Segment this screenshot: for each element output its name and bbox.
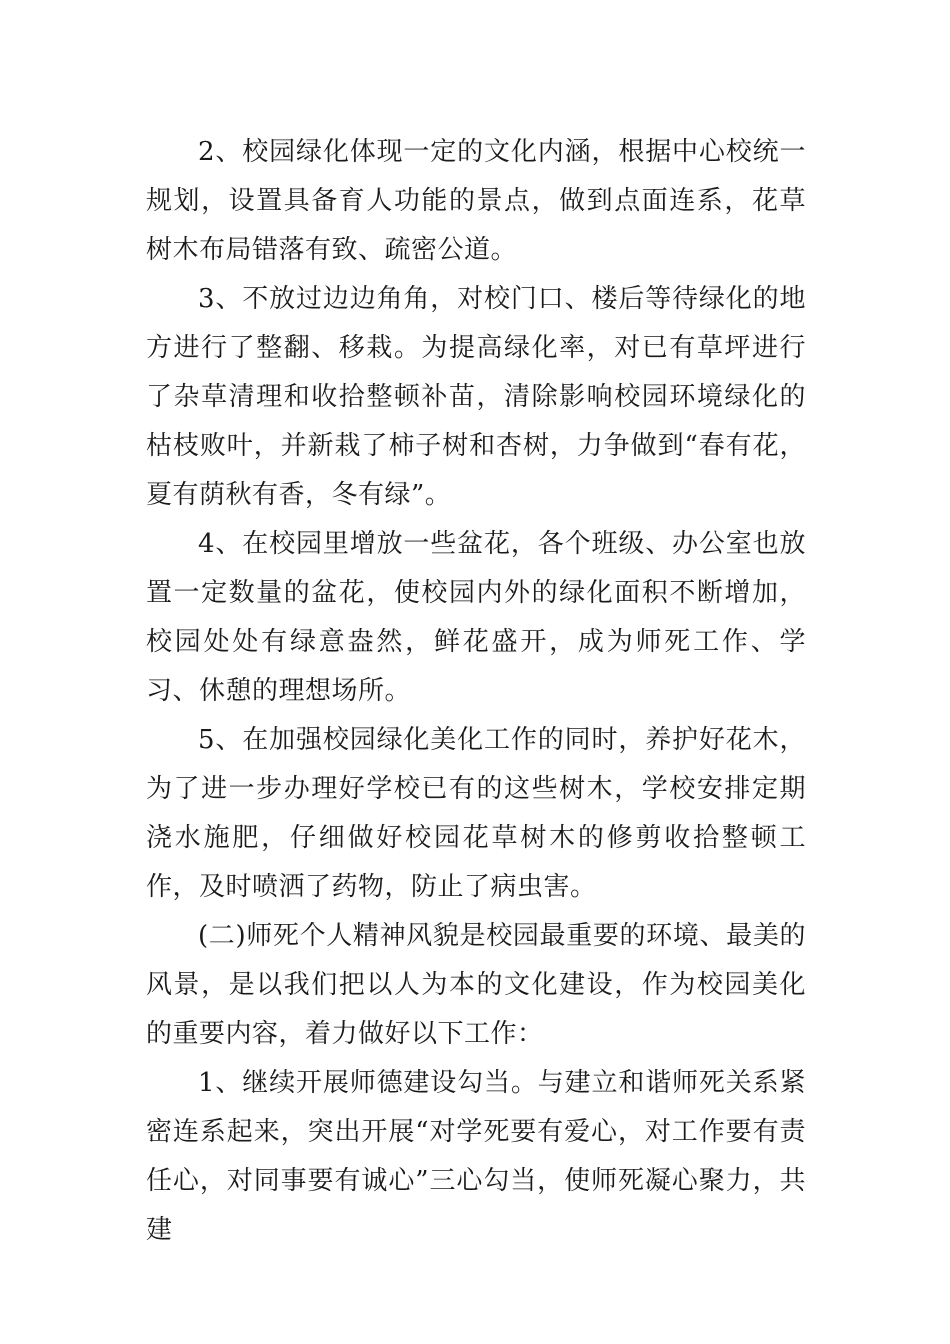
paragraph-section-2: (二)师死个人精神风貌是校园最重要的环境、最美的风景，是以我们把以人为本的文化建设，作为校园美化的重要内容，着力做好以下工作：	[146, 921, 806, 1049]
document-body	[146, 128, 806, 1255]
paragraph-section-2-item-1: 1、继续开展师德建设勾当。与建立和谐师死关系紧密连系起来，突出开展“对学死要有爱心，对工作要有责任心，对同事要有诚心”三心勾当，使师死凝心聚力，共建	[146, 1068, 806, 1245]
paragraph-item-2: 2、校园绿化体现一定的文化内涵，根据中心校统一规划，设置具备育人功能的景点，做到点面连系，花草树木布局错落有致、疏密公道。	[146, 137, 806, 265]
paragraph-item-5: 5、在加强校园绿化美化工作的同时，养护好花木，为了进一步办理好学校已有的这些树木，学校安排定期浇水施肥，仔细做好校园花草树木的修剪收拾整顿工作，及时喷洒了药物，防止了病虫害。	[146, 725, 806, 902]
paragraph-item-3: 3、不放过边边角角，对校门口、楼后等待绿化的地方进行了整翻、移栽。为提高绿化率，对已有草坪进行了杂草清理和收拾整顿补苗，清除影响校园环境绿化的枯枝败叶，并新栽了柿子树和杏树，力争做到“春有花，夏有荫秋有香，冬有绿”。	[146, 284, 806, 510]
paragraph-item-4: 4、在校园里增放一些盆花，各个班级、办公室也放置一定数量的盆花，使校园内外的绿化面积不断增加，校园处处有绿意盎然，鲜花盛开，成为师死工作、学习、休憩的理想场所。	[146, 529, 806, 706]
